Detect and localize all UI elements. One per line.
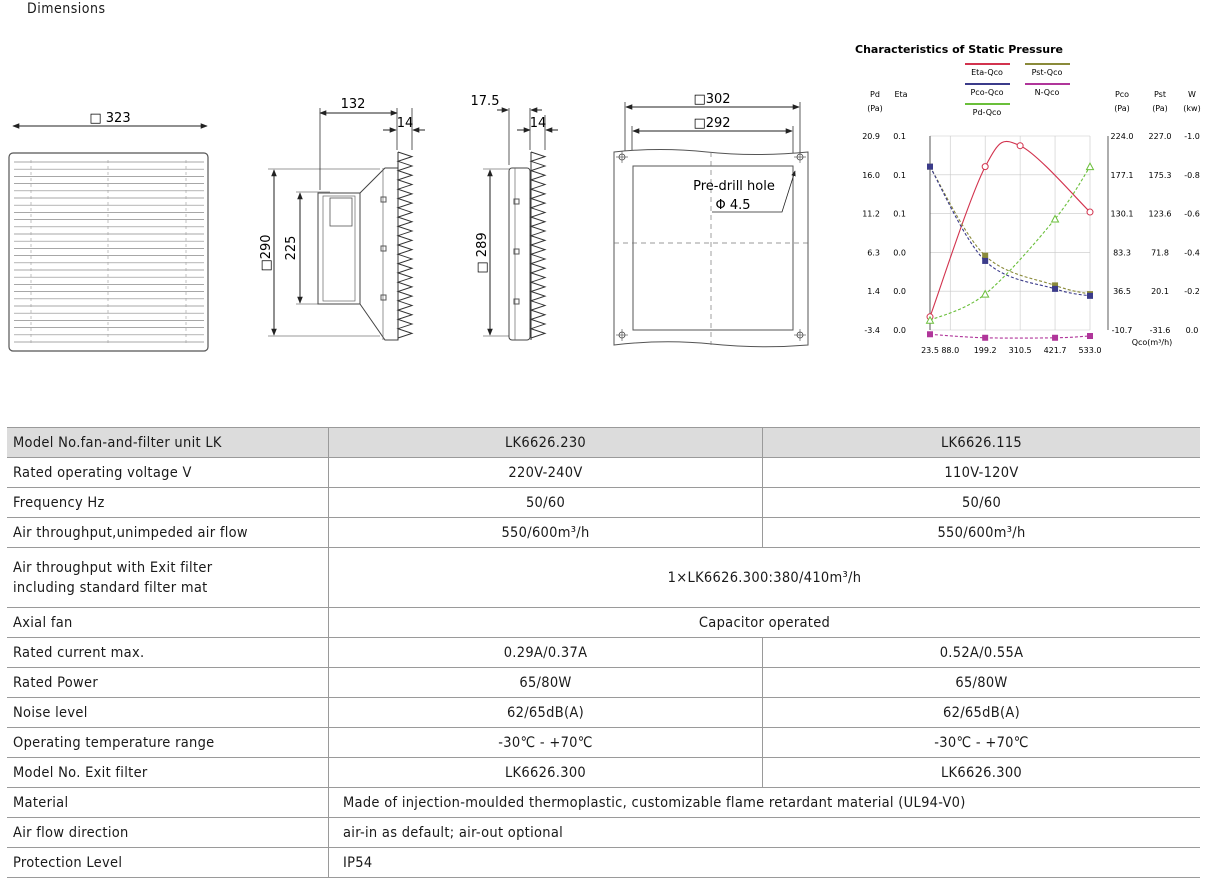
data-point xyxy=(1087,163,1094,170)
x-tick: 199.2 xyxy=(973,346,997,355)
data-point xyxy=(1087,293,1093,299)
row-value: 110V-120V xyxy=(763,458,1201,488)
axis-header: Eta xyxy=(894,90,908,99)
axis-tick: 123.6 xyxy=(1148,209,1172,219)
table-row xyxy=(7,458,1200,488)
row-value: LK6626.300 xyxy=(763,758,1201,788)
row-value: 65/80W xyxy=(763,668,1201,698)
axis-tick: 130.1 xyxy=(1110,209,1134,219)
chart-title: Characteristics of Static Pressure xyxy=(855,43,1063,56)
row-value: 50/60 xyxy=(763,488,1201,518)
chart-series xyxy=(927,141,1094,340)
axis-tick: -1.0 xyxy=(1184,132,1200,141)
section-title: Dimensions xyxy=(27,1,106,17)
front-dim-label: □ 323 xyxy=(89,111,131,126)
axis-tick: 0.1 xyxy=(893,209,906,219)
row-label: Material xyxy=(7,788,329,818)
filter-flange-label: 14 xyxy=(529,116,547,131)
axis-header: Pco xyxy=(1114,90,1130,99)
dimension-drawings xyxy=(0,0,1208,420)
axis-tick: 177.1 xyxy=(1110,170,1134,180)
series-line-n-qco xyxy=(930,334,1090,338)
x-tick: 88.0 xyxy=(941,346,960,355)
table-row xyxy=(7,518,1200,548)
row-value: 65/80W xyxy=(329,668,763,698)
data-point xyxy=(982,253,988,259)
axis-tick: -3.4 xyxy=(864,326,880,335)
axis-header: (Pa) xyxy=(1152,104,1168,113)
axis-tick: 0.0 xyxy=(893,248,906,258)
row-value: -30℃ - +70℃ xyxy=(763,728,1201,758)
fan-depth-label: 132 xyxy=(340,97,366,112)
pre-drill-label: Pre-drill hole xyxy=(693,179,775,194)
row-label: Rated Power xyxy=(7,668,329,698)
cutout-inner-label: □292 xyxy=(693,116,731,131)
fan-height-outer-label: □290 xyxy=(259,234,274,272)
row-value: -30℃ - +70℃ xyxy=(329,728,763,758)
header-model-115: LK6626.115 xyxy=(763,428,1201,458)
row-value: 550/600m³/h xyxy=(329,518,763,548)
row-label: Rated current max. xyxy=(7,638,329,668)
chart-axes xyxy=(862,90,1201,355)
data-point xyxy=(982,335,988,341)
table-row xyxy=(7,758,1200,788)
cutout-outer-label: □302 xyxy=(693,92,731,107)
row-label: Axial fan xyxy=(7,608,329,638)
table-row xyxy=(7,548,1200,608)
fan-flange-label: 14 xyxy=(396,116,414,131)
axis-tick: 175.3 xyxy=(1148,170,1172,180)
x-axis-label: Qco(m³/h) xyxy=(1131,338,1173,347)
series-line-pd-qco xyxy=(930,167,1090,321)
x-tick: 310.5 xyxy=(1008,346,1032,355)
row-value: Made of injection-moulded thermoplastic, customizable flame retardant material (UL94-V0) xyxy=(329,788,1201,818)
axis-tick: 20.1 xyxy=(1151,287,1169,297)
table-row xyxy=(7,638,1200,668)
table-row xyxy=(7,818,1200,848)
row-value: 550/600m³/h xyxy=(763,518,1201,548)
row-value: Capacitor operated xyxy=(329,608,1201,638)
specification-table xyxy=(7,427,1200,878)
legend-label: N-Qco xyxy=(1034,88,1060,97)
table-row xyxy=(7,848,1200,878)
data-point xyxy=(1052,335,1058,341)
axis-tick: -0.2 xyxy=(1184,287,1200,297)
table-header-row xyxy=(7,428,1200,458)
legend-label: Pco-Qco xyxy=(970,88,1004,97)
row-label: Air flow direction xyxy=(7,818,329,848)
side-view-filter xyxy=(471,94,558,340)
row-value: 62/65dB(A) xyxy=(763,698,1201,728)
legend-label: Eta-Qco xyxy=(971,68,1003,77)
chart-legend xyxy=(965,64,1070,117)
legend-label: Pd-Qco xyxy=(972,108,1002,117)
axis-tick: 6.3 xyxy=(867,248,880,258)
cutout-drawing xyxy=(614,92,808,347)
series-line-pst-qco xyxy=(930,167,1090,294)
axis-tick: 36.5 xyxy=(1113,287,1131,297)
row-value: 62/65dB(A) xyxy=(329,698,763,728)
data-point xyxy=(1087,333,1093,339)
axis-tick: -0.4 xyxy=(1184,248,1200,258)
row-label: Model No. Exit filter xyxy=(7,758,329,788)
header-model-230: LK6626.230 xyxy=(329,428,763,458)
axis-header: Pst xyxy=(1154,90,1166,99)
row-label: Operating temperature range xyxy=(7,728,329,758)
x-tick: 533.0 xyxy=(1078,346,1102,355)
row-label-line: including standard filter mat xyxy=(13,579,208,596)
table-row xyxy=(7,728,1200,758)
front-view xyxy=(9,111,208,351)
axis-tick: -0.6 xyxy=(1184,209,1200,219)
axis-tick: 20.9 xyxy=(862,132,880,141)
axis-tick: 227.0 xyxy=(1148,132,1172,141)
row-value: LK6626.300 xyxy=(329,758,763,788)
data-point xyxy=(982,258,988,264)
x-tick: 421.7 xyxy=(1043,346,1067,355)
row-label: Noise level xyxy=(7,698,329,728)
row-label xyxy=(7,548,329,608)
data-point xyxy=(1017,143,1023,149)
static-pressure-chart xyxy=(855,43,1201,355)
hole-dim-label: Φ 4.5 xyxy=(715,198,751,213)
axis-tick: -10.7 xyxy=(1111,326,1133,335)
row-label: Rated operating voltage V xyxy=(7,458,329,488)
filter-depth-label: 17.5 xyxy=(470,94,500,109)
row-label: Frequency Hz xyxy=(7,488,329,518)
fan-height-inner-label: 225 xyxy=(284,235,299,261)
data-point xyxy=(982,164,988,170)
axis-header: (kw) xyxy=(1183,104,1201,113)
axis-tick: 0.1 xyxy=(893,170,906,180)
row-value: 0.29A/0.37A xyxy=(329,638,763,668)
series-line-eta-qco xyxy=(930,141,1090,316)
x-tick: 23.5 xyxy=(921,346,939,355)
axis-tick: 83.3 xyxy=(1113,248,1131,258)
axis-tick: -0.8 xyxy=(1184,170,1200,180)
axis-tick: 224.0 xyxy=(1110,132,1134,141)
filter-height-label: □ 289 xyxy=(475,232,490,274)
axis-tick: 16.0 xyxy=(862,170,880,180)
table-row xyxy=(7,488,1200,518)
axis-tick: 71.8 xyxy=(1151,248,1169,258)
axis-header: W xyxy=(1188,90,1196,99)
table-row xyxy=(7,698,1200,728)
axis-tick: 0.0 xyxy=(893,326,906,335)
data-point xyxy=(1087,209,1093,215)
row-value: 1×LK6626.300:380/410m³/h xyxy=(329,548,1201,608)
row-value: 50/60 xyxy=(329,488,763,518)
axis-tick: 11.2 xyxy=(862,209,880,219)
row-label-line: Air throughput with Exit filter xyxy=(13,559,213,576)
axis-tick: 1.4 xyxy=(867,287,880,297)
axis-header: Pd xyxy=(870,90,880,99)
axis-header: (Pa) xyxy=(1114,104,1130,113)
data-point xyxy=(1052,286,1058,292)
chart-grid xyxy=(930,136,1108,330)
row-value: air-in as default; air-out optional xyxy=(329,818,1201,848)
row-value: 0.52A/0.55A xyxy=(763,638,1201,668)
legend-label: Pst-Qco xyxy=(1031,68,1063,77)
axis-header: (Pa) xyxy=(867,104,883,113)
data-point xyxy=(927,164,933,170)
axis-tick: 0.0 xyxy=(1185,326,1199,335)
axis-tick: -31.6 xyxy=(1149,326,1171,335)
row-value: 220V-240V xyxy=(329,458,763,488)
row-label: Protection Level xyxy=(7,848,329,878)
axis-tick: 0.1 xyxy=(893,132,906,141)
table-row xyxy=(7,668,1200,698)
row-value: IP54 xyxy=(329,848,1201,878)
table-row xyxy=(7,788,1200,818)
axis-tick: 0.0 xyxy=(893,287,906,297)
side-view-fan xyxy=(259,97,425,340)
row-label: Air throughput,unimpeded air flow xyxy=(7,518,329,548)
data-point xyxy=(927,331,933,337)
table-row xyxy=(7,608,1200,638)
header-label: Model No.fan-and-filter unit LK xyxy=(7,428,329,458)
